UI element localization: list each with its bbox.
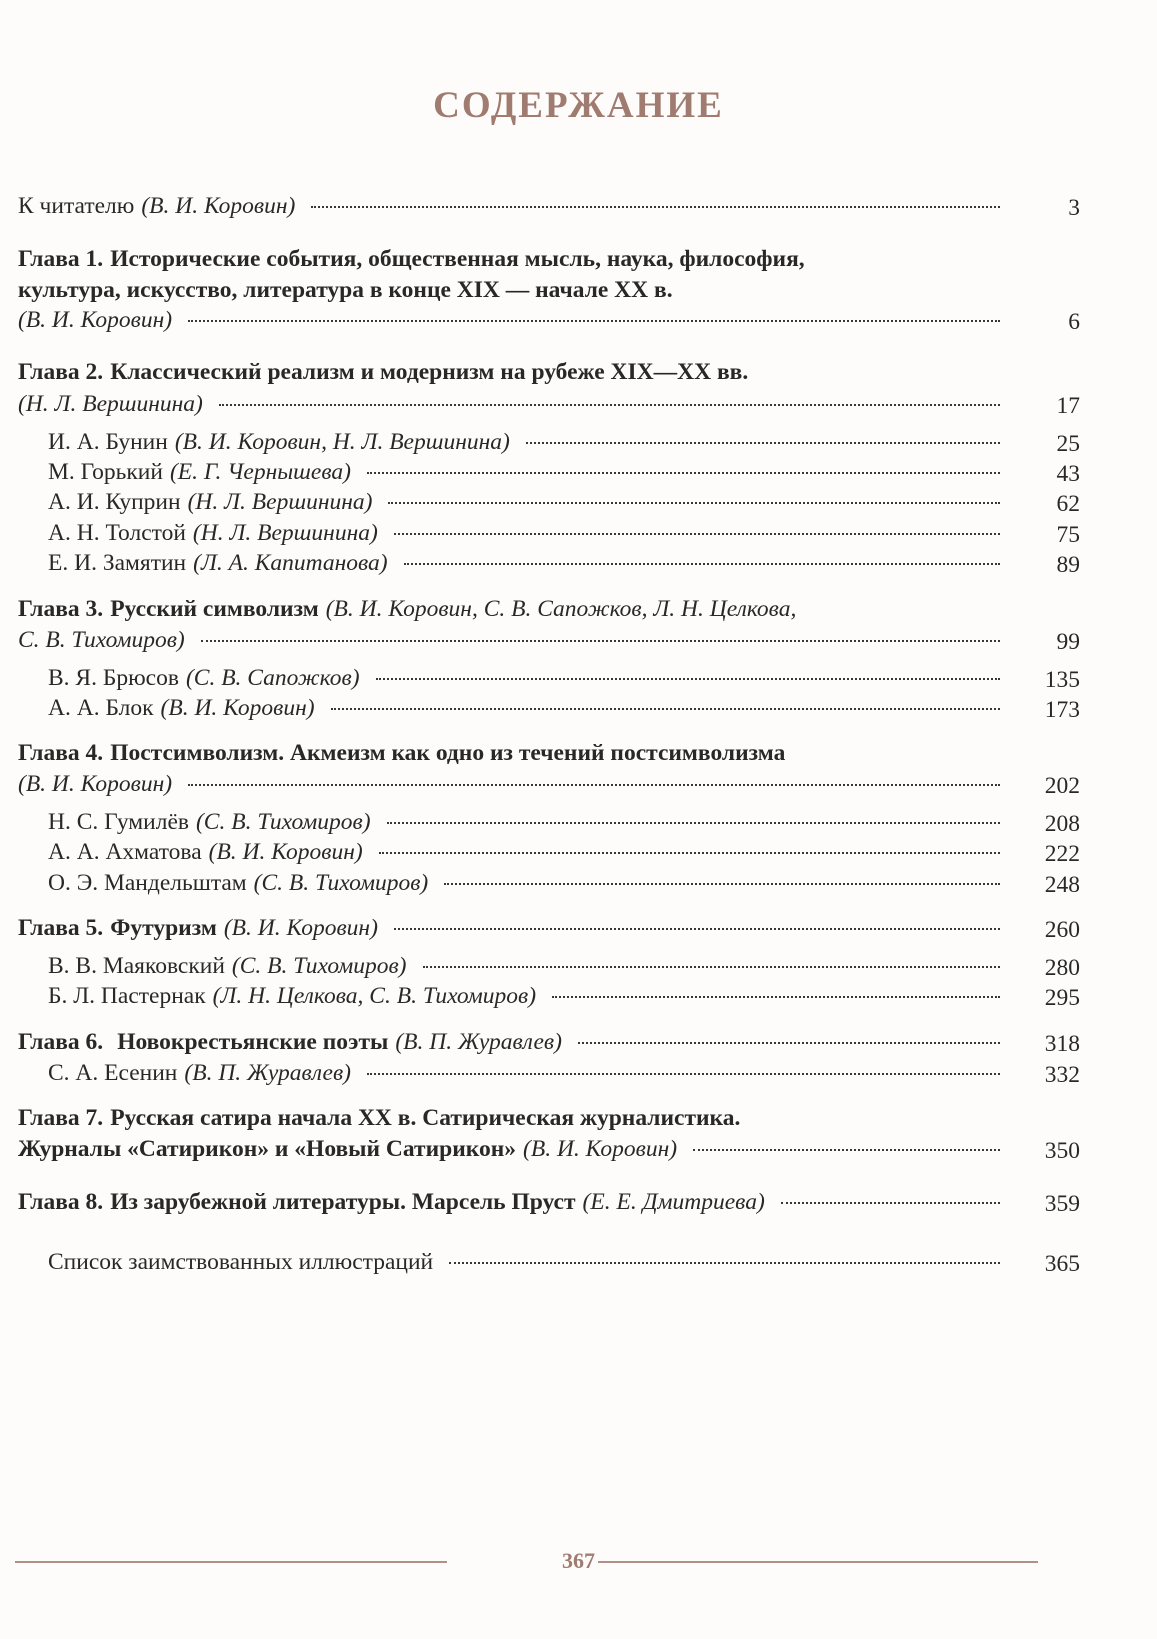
- entry-page: 173: [1044, 697, 1080, 723]
- footer-rule-right: [598, 1561, 1038, 1563]
- toc-entry-zamyatin[interactable]: [48, 550, 1080, 580]
- entry-name: В. В. Маяковский: [48, 953, 225, 979]
- page-number: 367: [562, 1548, 595, 1573]
- entry-page: 222: [1044, 841, 1080, 867]
- entry-author: (Л. Н. Целкова, С. В. Тихомиров): [212, 983, 537, 1009]
- toc-entry-mayakovsky[interactable]: [48, 953, 1080, 983]
- entry-page: 135: [1044, 667, 1080, 693]
- chapter-label: Глава 4.: [18, 740, 104, 766]
- toc-entry-akhmatova[interactable]: [48, 839, 1080, 869]
- entry-author: (С. В. Тихомиров): [253, 870, 429, 896]
- toc-entry-kuprin[interactable]: [48, 489, 1080, 519]
- entry-author-cont: С. В. Тихомиров): [18, 627, 185, 653]
- toc-entry-esenin[interactable]: [48, 1060, 1080, 1090]
- entry-page: 43: [1056, 461, 1080, 487]
- toc-entry-chapter-3-author: [18, 627, 1080, 657]
- toc-entry-tolstoy[interactable]: [48, 520, 1080, 550]
- chapter-title-line-2: Журналы «Сатирикон» и «Новый Сатирикон»: [18, 1136, 517, 1162]
- entry-name: А. Н. Толстой: [48, 520, 186, 546]
- chapter-title: Новокрестьянские поэты: [117, 1029, 389, 1055]
- entry-title: К читателю: [18, 193, 135, 219]
- toc-entry-chapter-1-cont: [18, 277, 1080, 307]
- entry-page: 365: [1044, 1251, 1080, 1277]
- entry-author: (С. В. Тихомиров): [195, 809, 371, 835]
- toc-entry-chapter-7[interactable]: [18, 1105, 1080, 1135]
- entry-page: 75: [1056, 522, 1080, 548]
- entry-author: (В. П. Журавлев): [395, 1029, 562, 1055]
- entry-page: 280: [1044, 955, 1080, 981]
- chapter-label: Глава 5.: [18, 915, 104, 941]
- entry-page: 202: [1044, 773, 1080, 799]
- chapter-title: Русский символизм: [110, 596, 319, 622]
- entry-page: 62: [1056, 491, 1080, 517]
- entry-page: 208: [1044, 811, 1080, 837]
- entry-name: М. Горький: [48, 459, 163, 485]
- entry-name: Б. Л. Пастернак: [48, 983, 206, 1009]
- toc-entry-chapter-2[interactable]: [18, 359, 1080, 389]
- chapter-label: Глава 2.: [18, 359, 104, 385]
- entry-author: (Н. Л. Вершинина): [187, 489, 373, 515]
- toc-entry-chapter-8[interactable]: [18, 1189, 1080, 1219]
- entry-page: 25: [1056, 431, 1080, 457]
- chapter-label: Глава 8.: [18, 1189, 104, 1215]
- chapter-label: Глава 3.: [18, 596, 104, 622]
- entry-page: 17: [1056, 393, 1080, 419]
- chapter-title-line-1: Русская сатира начала XX в. Сатирическая журналистика.: [110, 1105, 741, 1131]
- entry-page: 359: [1044, 1191, 1080, 1217]
- chapter-label: Глава 1.: [18, 246, 104, 272]
- entry-page: 295: [1044, 985, 1080, 1011]
- toc-entry-bryusov[interactable]: [48, 665, 1080, 695]
- entry-author: (Л. А. Капитанова): [193, 550, 388, 576]
- toc-entry-chapter-1-author: [18, 307, 1080, 337]
- entry-name: В. Я. Брюсов: [48, 665, 179, 691]
- entry-author: (С. В. Тихомиров): [231, 953, 407, 979]
- toc-entry-chapter-3[interactable]: [18, 596, 1080, 626]
- chapter-title: Футуризм: [110, 915, 217, 941]
- entry-author: (В. П. Журавлев): [184, 1060, 351, 1086]
- entry-page: 89: [1056, 552, 1080, 578]
- entry-author: (В. И. Коровин): [223, 915, 378, 941]
- entry-page: 3: [1068, 195, 1080, 221]
- entry-author: (Е. Г. Чернышева): [169, 459, 351, 485]
- toc-entry-reader[interactable]: [18, 193, 1080, 223]
- toc-entry-chapter-2-author: [18, 391, 1080, 421]
- toc-entry-chapter-7-cont: [18, 1136, 1080, 1166]
- chapter-title: Постсимволизм. Акмеизм как одно из течений постсимволизма: [110, 740, 786, 766]
- chapter-label: Глава 7.: [18, 1105, 104, 1131]
- toc-entry-bunin[interactable]: [48, 429, 1080, 459]
- chapter-title: Из зарубежной литературы. Марсель Пруст: [110, 1189, 576, 1215]
- toc-entry-mandelstam[interactable]: [48, 870, 1080, 900]
- entry-author: (Н. Л. Вершинина): [192, 520, 378, 546]
- entry-name: А. А. Блок: [48, 695, 154, 721]
- chapter-title-line-1: Исторические события, общественная мысль, наука, философия,: [110, 246, 805, 272]
- entry-page: 318: [1044, 1031, 1080, 1057]
- toc-entry-chapter-4[interactable]: [18, 740, 1080, 770]
- entry-page: 350: [1044, 1138, 1080, 1164]
- entry-name: И. А. Бунин: [48, 429, 168, 455]
- chapter-title-line-2: культура, искусство, литература в конце XIX — начале XX в.: [18, 277, 673, 303]
- toc-entry-chapter-1[interactable]: [18, 246, 1080, 276]
- toc-entry-gorky[interactable]: [48, 459, 1080, 489]
- page-title: СОДЕРЖАНИЕ: [433, 85, 724, 126]
- entry-page: 260: [1044, 917, 1080, 943]
- chapter-label: Глава 6.: [18, 1029, 104, 1055]
- entry-author: (В. И. Коровин): [208, 839, 363, 865]
- toc-entry-illustrations[interactable]: [48, 1249, 1080, 1279]
- toc-entry-chapter-5[interactable]: [18, 915, 1080, 945]
- entry-name: С. А. Есенин: [48, 1060, 178, 1086]
- entry-author: (В. И. Коровин): [160, 695, 315, 721]
- entry-page: 6: [1068, 309, 1080, 335]
- entry-author: (В. И. Коровин): [523, 1136, 678, 1162]
- toc-entry-blok[interactable]: [48, 695, 1080, 725]
- toc-entry-chapter-4-author: [18, 771, 1080, 801]
- entry-page: 99: [1056, 629, 1080, 655]
- entry-author: (С. В. Сапожков): [185, 665, 360, 691]
- entry-name: А. И. Куприн: [48, 489, 181, 515]
- entry-author: (В. И. Коровин, Н. Л. Вершинина): [174, 429, 510, 455]
- entry-name: Список заимствованных иллюстраций: [48, 1249, 434, 1275]
- entry-author: (В. И. Коровин): [141, 193, 296, 219]
- entry-name: А. А. Ахматова: [48, 839, 202, 865]
- entry-author: (В. И. Коровин): [18, 771, 173, 797]
- entry-page: 248: [1044, 872, 1080, 898]
- entry-author: (В. И. Коровин): [18, 307, 173, 333]
- entry-author: (В. И. Коровин, С. В. Сапожков, Л. Н. Целкова,: [325, 596, 797, 622]
- toc-entry-gumilev[interactable]: [48, 809, 1080, 839]
- entry-name: О. Э. Мандельштам: [48, 870, 247, 896]
- entry-name: Е. И. Замятин: [48, 550, 187, 576]
- entry-author: (Е. Е. Дмитриева): [582, 1189, 765, 1215]
- entry-author: (Н. Л. Вершинина): [18, 391, 203, 417]
- chapter-title: Классический реализм и модернизм на рубеже XIX—XX вв.: [110, 359, 749, 385]
- entry-name: Н. С. Гумилёв: [48, 809, 189, 835]
- toc-entry-pasternak[interactable]: [48, 983, 1080, 1013]
- toc-entry-chapter-6[interactable]: [18, 1029, 1080, 1059]
- entry-page: 332: [1044, 1062, 1080, 1088]
